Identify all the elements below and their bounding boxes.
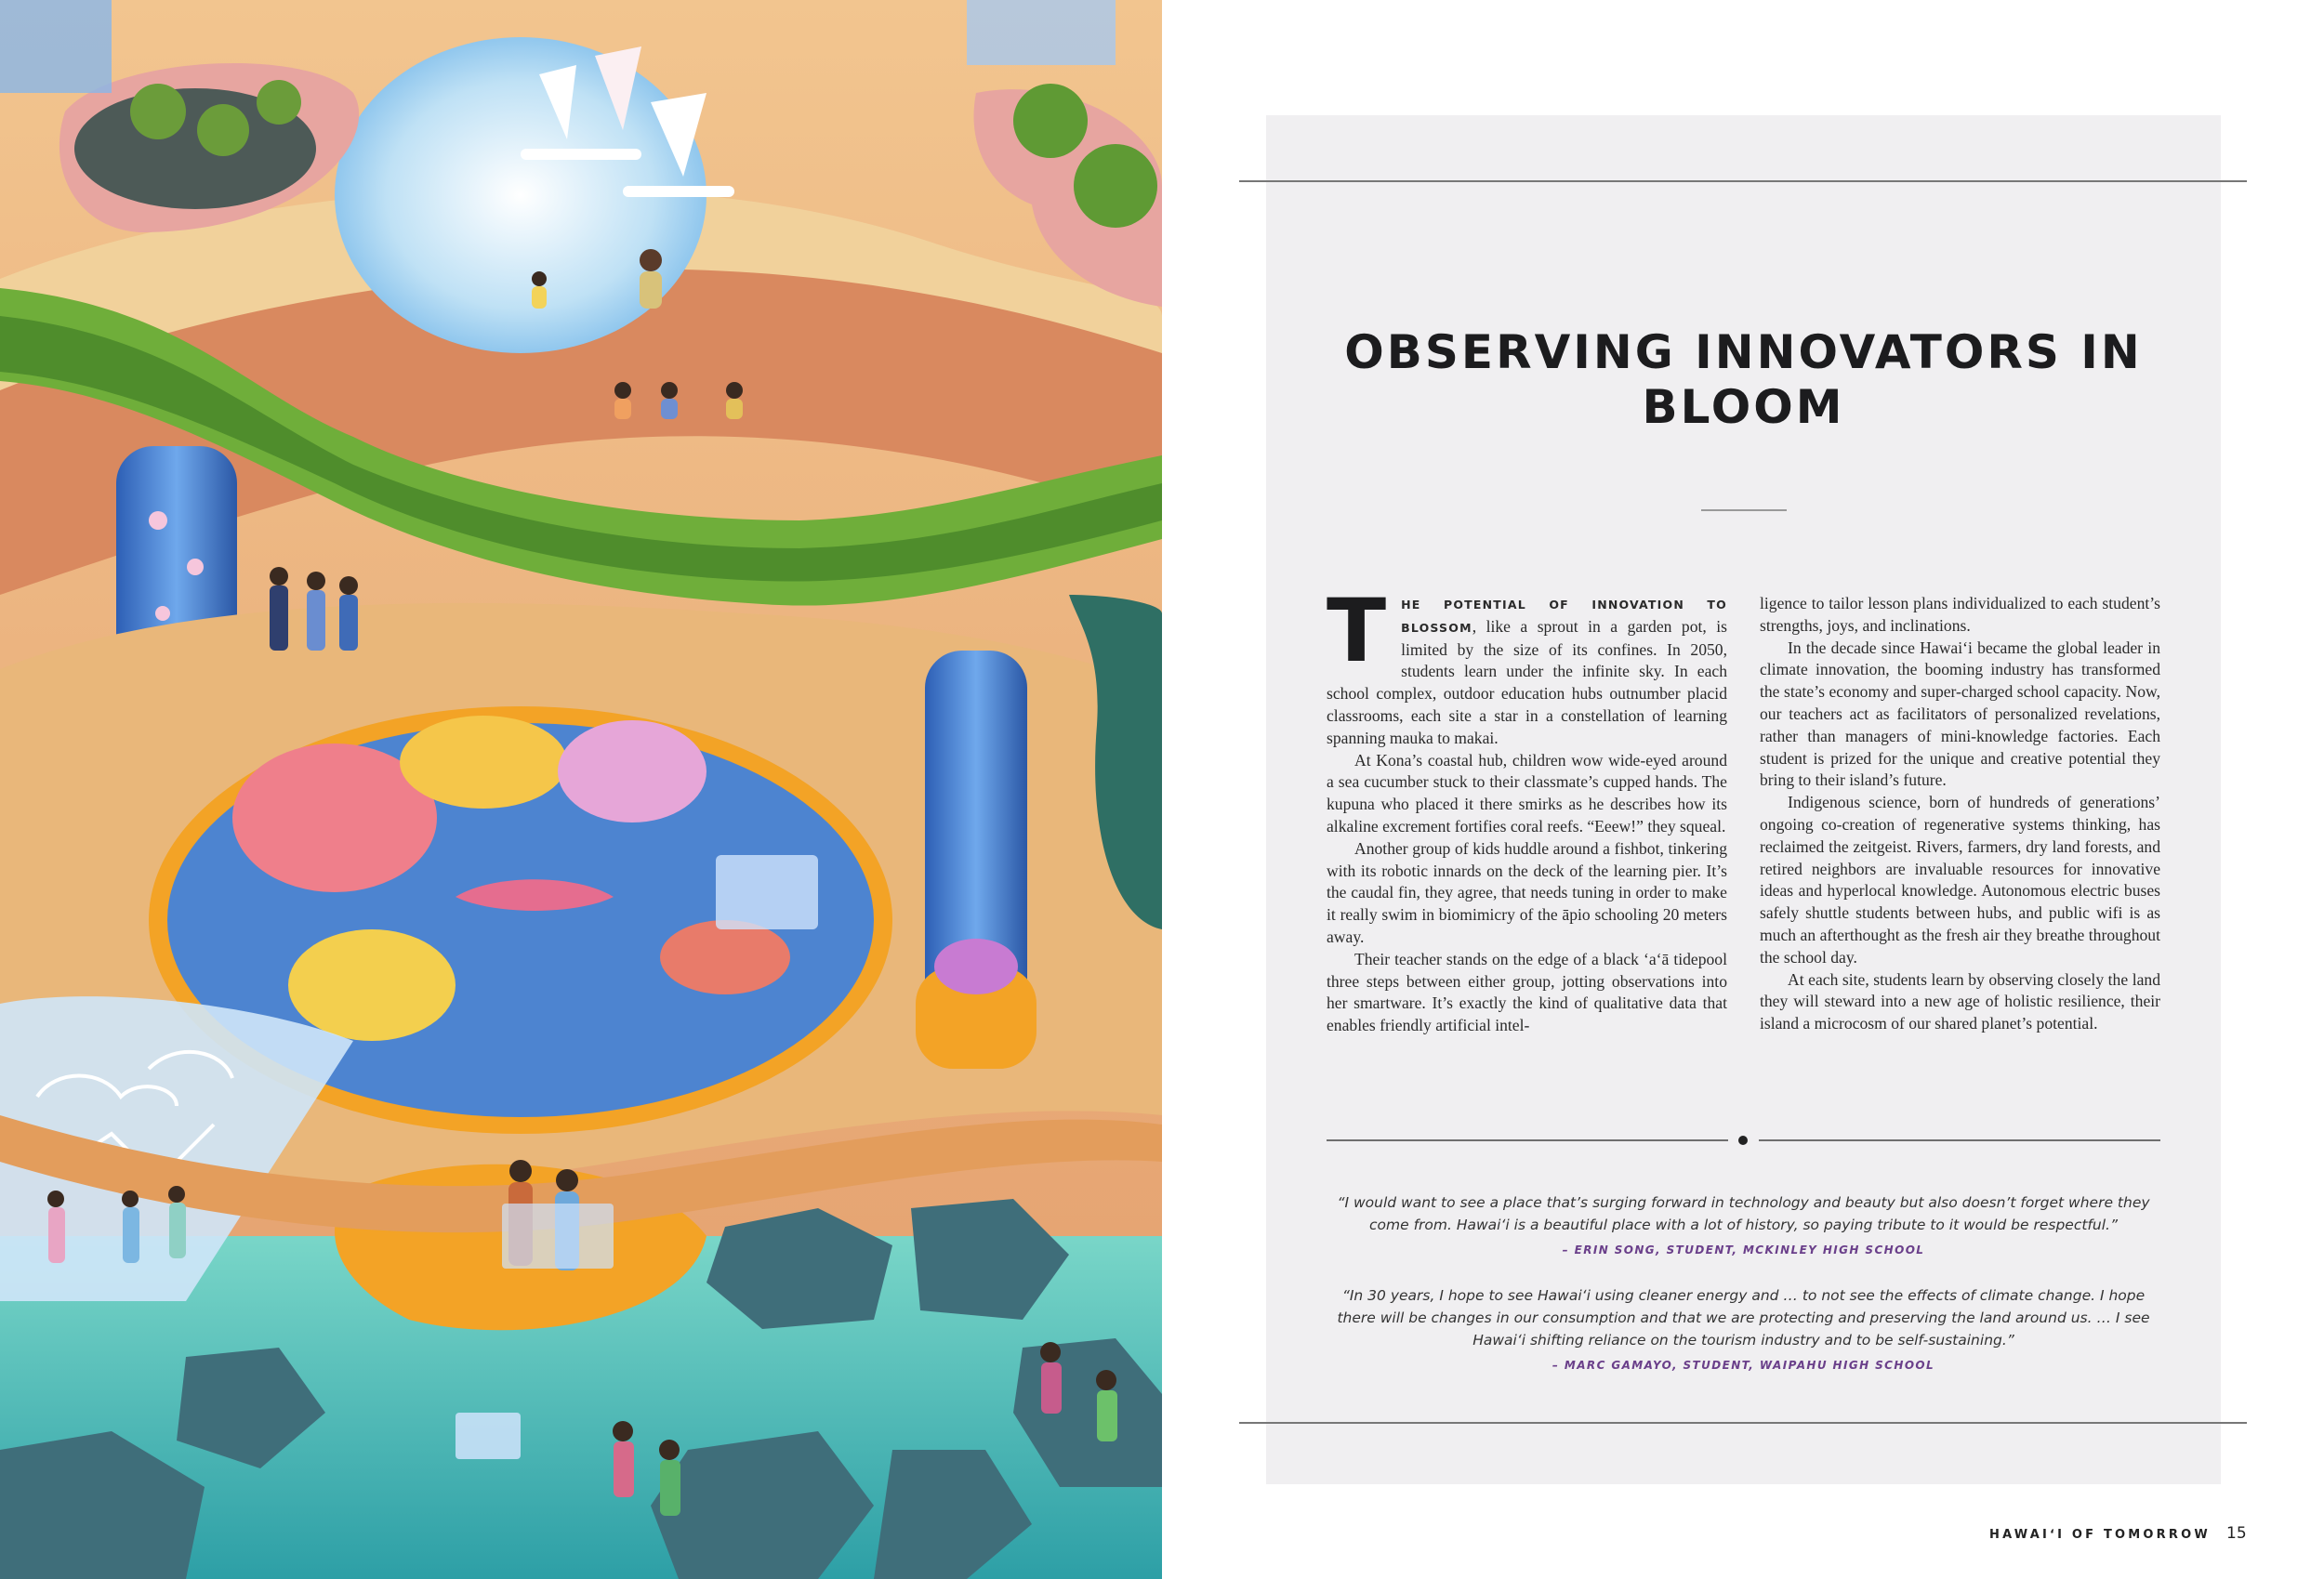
- coral-tank-coral: [934, 939, 1018, 994]
- ornament-line-right: [1759, 1139, 2160, 1141]
- paragraph-2: At Kona’s coastal hub, children wow wide-eyed around a sea cucumber stuck to their classmate’s cupped hands. The kupuna who placed it there smirks as he describes how its alkaline excrement fortifies coral reefs. “Eeew!” they squeal.: [1327, 750, 1727, 836]
- paragraph-3: Another group of kids huddle around a fishbot, tinkering with its robotic innards on the deck of the learning pier. It’s the caudal fin, they agree, that needs tuning in order to make it really swim in biomimicry of the āpio schooling 20 meters away.: [1327, 838, 1727, 946]
- ornament-dot: [1738, 1136, 1748, 1145]
- info-screen-left: [0, 0, 112, 93]
- column-1: [1327, 581, 1727, 1037]
- quote-attribution-2: – MARC GAMAYO, STUDENT, WAIPAHU HIGH SCHOOL: [1552, 1359, 1935, 1372]
- holo-tablet-pier: [502, 1204, 614, 1269]
- paragraph-4: Their teacher stands on the edge of a black ʻaʻā tidepool three steps between either group, jotting observations into her smartware. It’s exactly the kind of qualitative data that enables friendly artificial intel-: [1327, 949, 1727, 1035]
- paragraph-1-text: , like a sprout in a garden pot, is limited by the size of its confines. In 2050, students learn under the infinite sky. In each school complex, outdoor education hubs outnumber placid classrooms, each site a star in a constellation of learning spanning mauka to makai.: [1327, 616, 1727, 747]
- paragraph-8: At each site, students learn by observing closely the land they will steward into a new age of holistic resilience, their island a microcosm of our shared planet’s potential.: [1760, 969, 2160, 1033]
- paragraph-6: In the decade since Hawaiʻi became the global leader in climate innovation, the booming industry has transformed the state’s economy and super-charged school capacity. Now, our teachers act as facilitators of personalized revelations, rather than managers of mini-knowledge factories. Each student is prized for the unique and creative potential they bring to their island’s future.: [1760, 638, 2160, 790]
- quote-attribution-1: – ERIN SONG, STUDENT, MCKINLEY HIGH SCHOOL: [1562, 1243, 1925, 1257]
- article-body: [1327, 581, 2160, 1037]
- page-number: 15: [2226, 1524, 2247, 1543]
- drop-cap: T: [1327, 581, 1387, 682]
- column-2: [1760, 593, 2160, 1037]
- ornament-line-left: [1327, 1139, 1728, 1141]
- section-ornament: [1327, 1134, 2160, 1147]
- paragraph-5: ligence to tailor lesson plans individualized to each student’s strengths, joys, and inclinations.: [1760, 594, 2160, 635]
- article-title: OBSERVING INNOVATORS IN BLOOM: [1344, 325, 2143, 434]
- lead-in: HE POTENTIAL OF INNOVATION TO BLOSSOM: [1401, 598, 1727, 635]
- top-rule: [1239, 180, 2247, 182]
- paragraph-7: Indigenous science, born of hundreds of generations’ ongoing co-creation of regenerative systems thinking, has reclaimed the zeitgeist. Rivers, farmers, dry land forests, and retired neighbors are invaluable resources for innovative ideas and hyperlocal knowledge. Autonomous electric buses safely shuttle students between hubs, and public wifi is as much an afterthought as the fresh air they breathe throughout the school day.: [1760, 793, 2160, 967]
- publication-name: HAWAIʻI OF TOMORROW: [1989, 1528, 2211, 1542]
- holo-display-pool: [716, 855, 818, 929]
- student-quote-2: “In 30 years, I hope to see Hawaiʻi using cleaner energy and … to not see the effects of climate change. I hope there will be changes in our consumption and that we are protecting and preserving the land around us. … I see Hawaiʻi shifting reliance on the tourism industry and to be self-sustaining.”: [1337, 1287, 2150, 1349]
- student-quote-1: “I would want to see a place that’s surging forward in technology and beauty but also doesn’t forget where they come from. Hawaiʻi is a beautiful place with a lot of history, so paying tribute to it would be respectful.”: [1337, 1194, 2150, 1233]
- info-screen-right: [967, 0, 1116, 65]
- holo-tablet-water: [456, 1413, 521, 1459]
- title-divider: [1701, 509, 1787, 511]
- bottom-rule: [1239, 1422, 2247, 1424]
- paragraph-1: [1327, 581, 1727, 750]
